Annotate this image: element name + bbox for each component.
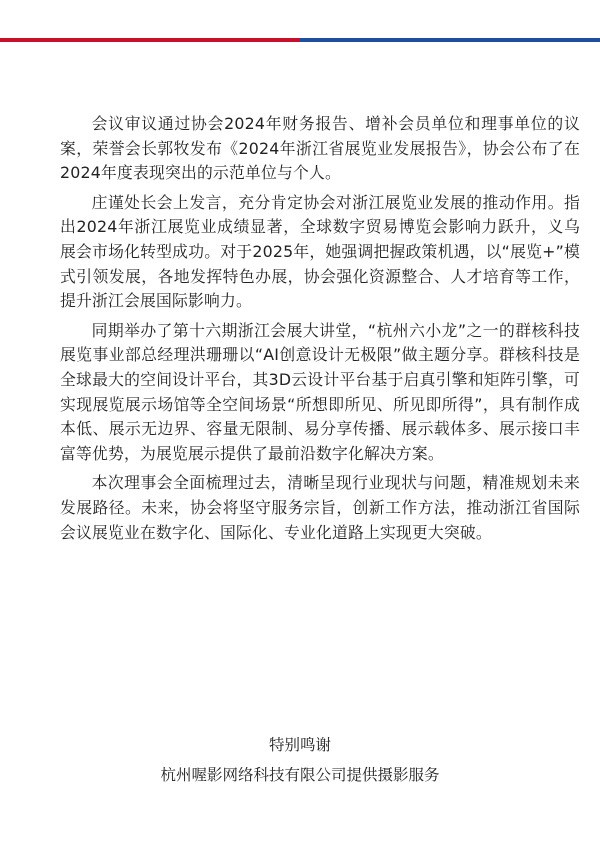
header-color-bar <box>0 38 600 42</box>
paragraph-summary: 本次理事会全面梳理过去，清晰呈现行业现状与问题，精准规划未来发展路径。未来，协会将坚守服务宗旨，创新工作方法，推动浙江省国际会议展览业在数字化、国际化、专业化道路上实现更大突破。 <box>60 473 580 542</box>
acknowledgement-line: 杭州喔影网络科技有限公司提供摄影服务 <box>160 766 440 784</box>
paragraph-meeting-review: 会议审议通过协会2024年财务报告、增补会员单位和理事单位的议案，荣誉会长郭牧发布《2024年浙江省展览业发展报告》，协会公布了在2024年度表现突出的示范单位与个人。 <box>60 114 580 183</box>
acknowledgement-title: 特别鸣谢 <box>268 736 331 754</box>
header-bar-blue <box>300 38 600 42</box>
paragraph-lecture: 同期举办了第十六期浙江会展大讲堂，“杭州六小龙”之一的群核科技展览事业部总经理洪珊珊以“AI创意设计无极限”做主题分享。群核科技是全球最大的空间设计平台，其3D云设计平台基于启真引擎和矩阵引擎，可实现展览展示场馆等全空间场景“所想即所见、所见即所得”，具有制作成本低、展示无边界、容量无限制、易分享传播、展示载体多、展示接口丰富等优势，为展览展示提供了最前沿数字化解决方案。 <box>60 320 580 463</box>
header-bar-red <box>0 38 300 42</box>
paragraph-speech: 庄谨处长会上发言，充分肯定协会对浙江展览业发展的推动作用。指出2024年浙江展览业成绩显著，全球数字贸易博览会影响力跃升，义乌展会市场化转型成功。对于2025年，她强调把握政策机遇，以“展览+”模式引领发展，各地发挥特色办展，协会强化资源整合、人才培育等工作，提升浙江会展国际影响力。 <box>60 192 580 311</box>
article-body <box>60 112 580 550</box>
